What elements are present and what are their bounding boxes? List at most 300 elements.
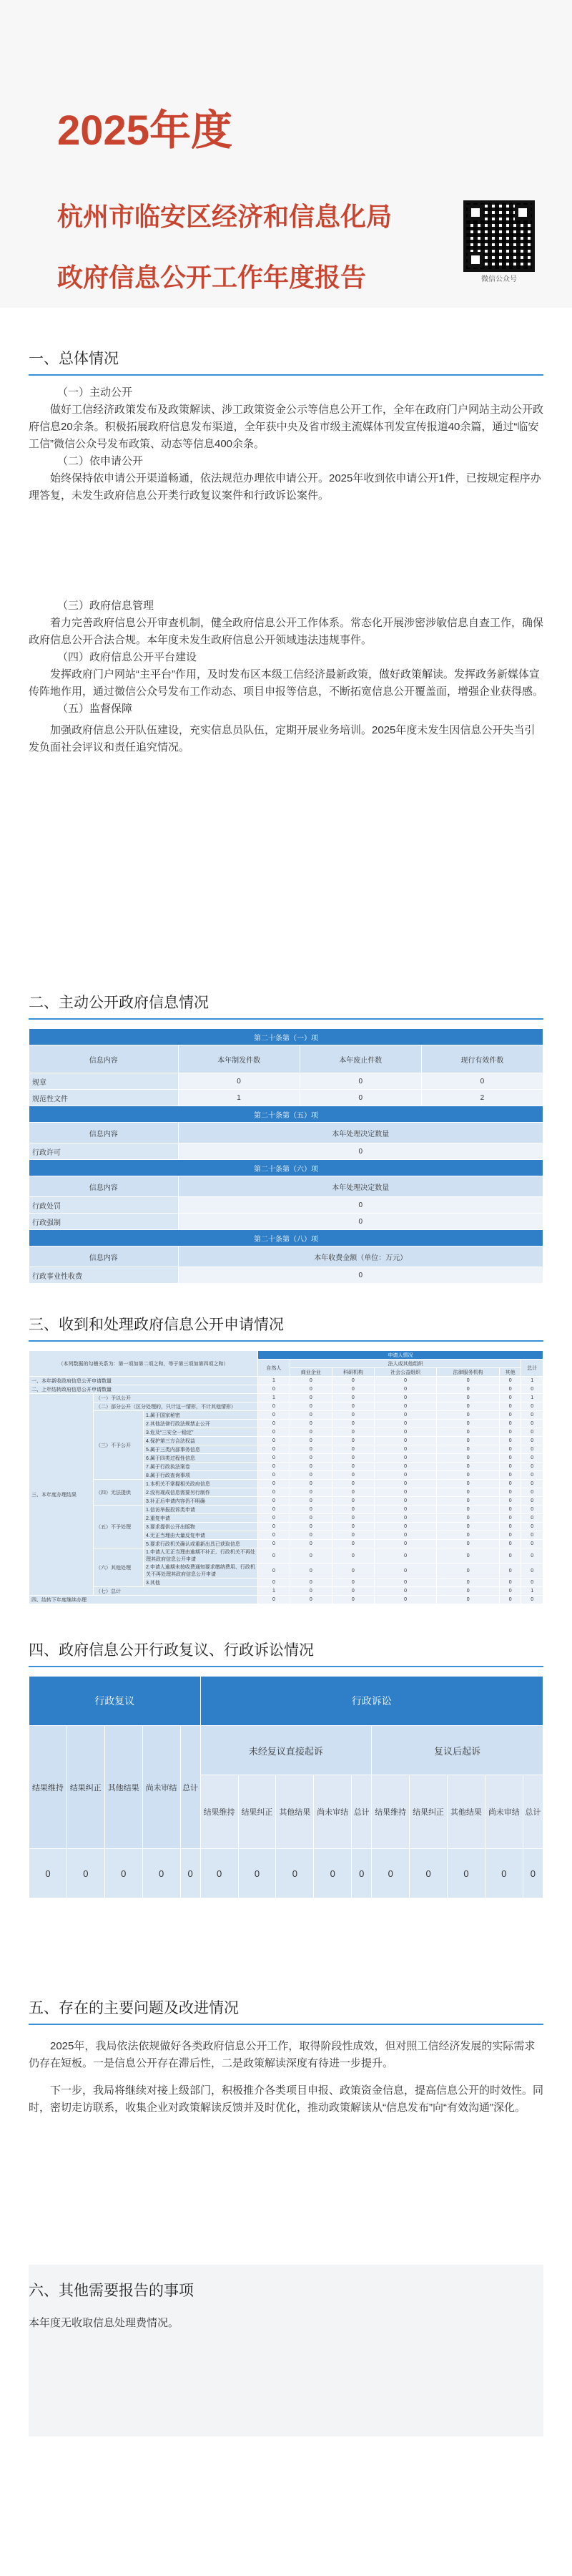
table-header: 结果维持 [29, 1726, 67, 1849]
table-cell: 0 [258, 1454, 290, 1463]
table-cell: 0 [332, 1420, 374, 1428]
paragraph: 做好工信经济政策发布及政策解读、涉工政策资金公示等信息公开工作，全年在政府门户网站主动公开政府信息20余条。积极拓展政府信息发布渠道，全年获中央及省市级主流媒体刊发宣传报道40余篇，通过“临安工信”微信公众号发布政策、动态等信息400余条。 [29, 404, 544, 450]
table-cell: 0 [290, 1596, 332, 1604]
table-cell: 0 [499, 1579, 521, 1587]
table-cell: 0 [437, 1471, 500, 1480]
paragraph: 下一步，我局将继续对接上级部门，积极推介各类项目申报、政策资金信息，提高信息公开的时效性。同时，密切走访联系，收集企业对政策解读反馈并及时优化，推动政策解读从“信息发布”向“有效沟通”深化。 [29, 2084, 544, 2114]
table-cell: 0 [332, 1531, 374, 1540]
table-cell: 0 [521, 1523, 543, 1531]
table-cell: 0 [258, 1437, 290, 1445]
table-cell: 0 [332, 1540, 374, 1548]
section-other-matters [29, 2265, 543, 2436]
table-cell: 0 [332, 1402, 374, 1411]
table-cell: 0 [499, 1506, 521, 1514]
table-cell: 0 [521, 1506, 543, 1514]
table-cell: 4.无正当理由大量反复申请 [144, 1531, 258, 1540]
table-cell: 0 [499, 1411, 521, 1420]
table-header: 信息内容 [29, 1045, 179, 1073]
paragraph: 发挥政府门户网站“主平台”作用，及时发布区本级工信经济最新政策，做好政策解读。发挥政务新媒体宣传阵地作用，通过微信公众号发布工作动态、项目申报等信息，不断拓宽信息公开覆盖面，增强企业获得感。 [29, 668, 544, 698]
table-cell: 0 [521, 1531, 543, 1540]
proactive-table [29, 1028, 543, 1284]
table-cell: 0 [258, 1411, 290, 1420]
table-cell: 3.其他 [144, 1579, 258, 1587]
table-cell: 0 [448, 1849, 485, 1898]
table-header: 商业企业 [290, 1368, 332, 1377]
table-cell: 0 [258, 1402, 290, 1411]
table-cell: 0 [258, 1471, 290, 1480]
table-cell: 0 [332, 1437, 374, 1445]
sub-heading: （二）依申请公开 [57, 455, 144, 467]
table-cell: 3.补正后申请内容仍不明确 [144, 1497, 258, 1506]
table-cell: （一）予以公开 [94, 1394, 258, 1402]
table-cell: 0 [437, 1488, 500, 1497]
table-row-label: 行政许可 [29, 1143, 179, 1160]
table-cell: 0 [332, 1587, 374, 1596]
table-cell: 0 [258, 1420, 290, 1428]
table-cell: 0 [374, 1402, 437, 1411]
table-cell: 0 [499, 1548, 521, 1563]
table-bar: 第二十条第（八）项 [29, 1230, 543, 1246]
table-cell: 0 [499, 1385, 521, 1394]
table-cell: （七）总计 [94, 1587, 258, 1596]
table-cell: 0 [499, 1596, 521, 1604]
table-cell: 0 [332, 1579, 374, 1587]
table-header: 尚未审结 [485, 1775, 523, 1849]
table-cell: 1.本机关不掌握相关政府信息 [144, 1480, 258, 1488]
table-cell: 0 [142, 1849, 180, 1898]
table-cell: 0 [521, 1488, 543, 1497]
table-cell: 0 [521, 1445, 543, 1454]
table-cell: 7.属于行政执法案卷 [144, 1463, 258, 1471]
table-cell: 0 [352, 1849, 372, 1898]
table-cell: 0 [290, 1463, 332, 1471]
table-cell: 0 [499, 1454, 521, 1463]
organization-name: 杭州市临安区经济和信息化局 [57, 202, 393, 231]
table-cell: 0 [437, 1579, 500, 1587]
table-cell: 0 [374, 1488, 437, 1497]
table-header: 申请人情况 [258, 1351, 543, 1360]
table-header: 社会公益组织 [374, 1368, 437, 1377]
table-cell: 0 [290, 1548, 332, 1563]
table-cell: 0 [178, 1214, 543, 1230]
table-cell: 0 [374, 1437, 437, 1445]
table-cell: 0 [499, 1480, 521, 1488]
table-cell: 1 [521, 1587, 543, 1596]
table-cell: 0 [258, 1488, 290, 1497]
table-cell: 0 [258, 1563, 290, 1579]
table-cell: 0 [499, 1463, 521, 1471]
table-cell: 1 [521, 1377, 543, 1385]
table-cell: 0 [332, 1523, 374, 1531]
section-applications [29, 1313, 543, 1604]
table-cell: 0 [290, 1480, 332, 1488]
table-cell: 0 [437, 1428, 500, 1437]
section-heading: 三、收到和处理政府信息公开申请情况 [29, 1313, 543, 1342]
table-cell: 0 [178, 1197, 543, 1214]
table-cell: 0 [66, 1849, 104, 1898]
table-row-label: 行政强制 [29, 1214, 179, 1230]
table-header: 本年废止件数 [300, 1045, 421, 1073]
table-cell: 0 [499, 1531, 521, 1540]
table-cell: 0 [178, 1073, 300, 1090]
table-cell: 0 [374, 1385, 437, 1394]
table-header: 法人或其他组织 [290, 1360, 521, 1368]
table-cell: 0 [332, 1563, 374, 1579]
section-heading: 一、总体情况 [29, 347, 543, 376]
table-cell: 0 [332, 1463, 374, 1471]
table-cell: 0 [258, 1480, 290, 1488]
table-cell: 0 [178, 1267, 543, 1284]
table-cell: 0 [332, 1454, 374, 1463]
table-cell: 2.其他法律行政法规禁止公开 [144, 1420, 258, 1428]
table-cell: 0 [374, 1428, 437, 1437]
table-cell: 1.属于国家秘密 [144, 1411, 258, 1420]
table-cell: 1 [521, 1394, 543, 1402]
table-cell: 0 [200, 1849, 238, 1898]
sub-heading: （四）政府信息公开平台建设 [57, 651, 197, 663]
review-litigation-table [29, 1676, 543, 1898]
table-cell: 0 [290, 1445, 332, 1454]
table-cell: 0 [437, 1437, 500, 1445]
table-cell: 5.属于三类内部事务信息 [144, 1445, 258, 1454]
table-cell: 2 [421, 1090, 543, 1106]
table-cell: 0 [421, 1073, 543, 1090]
table-cell: 0 [521, 1579, 543, 1587]
table-cell: 0 [437, 1587, 500, 1596]
table-cell: 0 [437, 1531, 500, 1540]
table-header: 结果维持 [372, 1775, 410, 1849]
table-header: 总计 [352, 1775, 372, 1849]
paragraph: 始终保持依申请公开渠道畅通，依法规范办理依申请公开。2025年收到依申请公开1件，已按规定程序办理答复，未发生政府信息公开类行政复议案件和行政诉讼案件。 [29, 472, 541, 502]
table-cell: 0 [258, 1548, 290, 1563]
table-corner: （本列数据的勾稽关系为：第一项加第二项之和，等于第三项加第四项之和） [29, 1351, 258, 1377]
table-cell: 8.属于行政查询事项 [144, 1471, 258, 1480]
table-cell: 0 [290, 1506, 332, 1514]
table-cell: 0 [374, 1454, 437, 1463]
table-cell: 0 [374, 1445, 437, 1454]
table-cell: 0 [332, 1445, 374, 1454]
report-year: 2025年度 [57, 107, 233, 154]
table-cell: 0 [499, 1471, 521, 1480]
table-cell: 0 [29, 1849, 67, 1898]
table-cell: 2.申请人逾期未按收费通知要求缴纳费用、行政机关不再处理其政府信息公开申请 [144, 1563, 258, 1579]
table-header: 未经复议直接起诉 [200, 1726, 372, 1775]
table-cell: 0 [374, 1497, 437, 1506]
table-cell: 0 [499, 1428, 521, 1437]
table-cell: 0 [332, 1385, 374, 1394]
table-header: 本年制发件数 [178, 1045, 300, 1073]
table-header: 其他 [499, 1368, 521, 1377]
table-cell: 一、本年新收政府信息公开申请数量 [29, 1377, 258, 1385]
table-cell: 0 [374, 1394, 437, 1402]
table-cell: 1.申请人无正当理由逾期不补正、行政机关不再处理其政府信息公开申请 [144, 1548, 258, 1563]
table-cell: 0 [374, 1506, 437, 1514]
table-cell: 0 [437, 1480, 500, 1488]
table-cell: 1 [258, 1394, 290, 1402]
table-cell: 0 [499, 1445, 521, 1454]
table-cell: 0 [332, 1377, 374, 1385]
table-cell: 0 [374, 1587, 437, 1596]
sub-heading: （一）主动公开 [57, 386, 133, 399]
table-cell: 0 [499, 1488, 521, 1497]
table-cell: 0 [374, 1377, 437, 1385]
table-cell: 0 [290, 1531, 332, 1540]
table-cell: 0 [499, 1563, 521, 1579]
table-cell: 0 [374, 1596, 437, 1604]
table-cell: 0 [290, 1385, 332, 1394]
paragraph: 着力完善政府信息公开审查机制，健全政府信息公开工作体系。常态化开展涉密涉敏信息自查工作，确保政府信息公开合法合规。本年度未发生政府信息公开领域违法违规事件。 [29, 617, 544, 646]
table-header: 现行有效件数 [421, 1045, 543, 1073]
table-cell: 0 [332, 1428, 374, 1437]
table-cell: 0 [521, 1402, 543, 1411]
table-cell: 0 [437, 1506, 500, 1514]
table-cell: 0 [374, 1531, 437, 1540]
table-cell: 3.要求提供公开出版物 [144, 1523, 258, 1531]
table-cell: 0 [437, 1445, 500, 1454]
table-cell: 1 [178, 1090, 300, 1106]
table-cell: 0 [374, 1540, 437, 1548]
report-header [0, 0, 572, 308]
table-cell: 0 [332, 1497, 374, 1506]
table-cell: 0 [258, 1531, 290, 1540]
table-cell: 0 [258, 1445, 290, 1454]
table-header: 信息内容 [29, 1123, 179, 1143]
table-cell: 0 [437, 1420, 500, 1428]
table-header: 总计 [521, 1360, 543, 1377]
section-heading: 五、存在的主要问题及改进情况 [29, 1996, 543, 2025]
table-cell: 4.保护第三方合法权益 [144, 1437, 258, 1445]
table-cell: 0 [314, 1849, 352, 1898]
table-cell: 0 [521, 1596, 543, 1604]
paragraph: 本年度无收取信息处理费情况。 [29, 2317, 179, 2329]
table-cell: 0 [437, 1411, 500, 1420]
table-cell: 0 [332, 1394, 374, 1402]
table-cell: 0 [258, 1523, 290, 1531]
table-cell: 0 [499, 1437, 521, 1445]
table-cell: 0 [521, 1463, 543, 1471]
table-cell: 0 [521, 1540, 543, 1548]
paragraph: 2025年，我局依法依规做好各类政府信息公开工作，取得阶段性成效，但对照工信经济发展的实际需求仍存在短板。一是信息公开存在滞后性，二是政策解读深度有待进一步提升。 [29, 2040, 536, 2069]
table-cell: 0 [374, 1523, 437, 1531]
table-cell: 6.属于四类过程性信息 [144, 1454, 258, 1463]
table-cell: 0 [499, 1377, 521, 1385]
table-cell: 0 [499, 1587, 521, 1596]
table-cell: 0 [374, 1548, 437, 1563]
table-header: 总计 [180, 1726, 200, 1849]
table-header: 结果纠正 [410, 1775, 448, 1849]
table-cell: 0 [374, 1579, 437, 1587]
table-cell: 2.没有现成信息需要另行制作 [144, 1488, 258, 1497]
table-cell: 0 [332, 1488, 374, 1497]
table-cell: 0 [290, 1420, 332, 1428]
table-cell: 0 [372, 1849, 410, 1898]
table-cell: 0 [290, 1488, 332, 1497]
section-problems [29, 1996, 543, 2117]
table-cell: 0 [374, 1463, 437, 1471]
table-cell: 0 [290, 1411, 332, 1420]
section-heading: 四、政府信息公开行政复议、行政诉讼情况 [29, 1639, 543, 1667]
table-cell: （四）无法提供 [94, 1480, 144, 1506]
table-cell: 0 [290, 1471, 332, 1480]
table-cell: 0 [290, 1514, 332, 1523]
table-cell: 0 [437, 1563, 500, 1579]
section-review-litigation [29, 1639, 543, 1898]
table-cell: 0 [437, 1523, 500, 1531]
table-cell: 0 [499, 1514, 521, 1523]
table-cell: 0 [258, 1579, 290, 1587]
table-cell: 0 [437, 1514, 500, 1523]
table-cell: 0 [290, 1563, 332, 1579]
table-cell: 0 [499, 1402, 521, 1411]
table-header: 法律服务机构 [437, 1368, 500, 1377]
table-cell: 0 [521, 1563, 543, 1579]
table-header: 其他结果 [448, 1775, 485, 1849]
table-cell: 0 [374, 1420, 437, 1428]
table-cell: 0 [300, 1073, 421, 1090]
table-cell: 0 [437, 1596, 500, 1604]
table-cell: 0 [521, 1454, 543, 1463]
table-header: 结果维持 [200, 1775, 238, 1849]
section-heading: 二、主动公开政府信息情况 [29, 991, 543, 1020]
table-cell: 0 [258, 1514, 290, 1523]
table-cell: 0 [258, 1385, 290, 1394]
table-row-label: 行政处罚 [29, 1197, 179, 1214]
table-header: 自然人 [258, 1360, 290, 1377]
table-header: 信息内容 [29, 1246, 179, 1267]
table-cell: 0 [332, 1480, 374, 1488]
table-cell: 0 [437, 1463, 500, 1471]
qr-code-icon [463, 200, 535, 272]
table-cell: 0 [499, 1523, 521, 1531]
table-cell: 1.信访举报投诉类申请 [144, 1506, 258, 1514]
table-cell: 5.要求行政机关确认或重新出具已获取信息 [144, 1540, 258, 1548]
report-title: 政府信息公开工作年度报告 [57, 263, 367, 292]
table-cell: 0 [437, 1497, 500, 1506]
table-cell: 0 [258, 1497, 290, 1506]
table-bar: 第二十条第（六）项 [29, 1160, 543, 1176]
qr-caption: 微信公众号 [481, 275, 517, 283]
table-cell: 0 [521, 1428, 543, 1437]
table-cell: 0 [332, 1548, 374, 1563]
table-cell: 1 [258, 1587, 290, 1596]
table-cell: 0 [332, 1411, 374, 1420]
table-cell: 0 [521, 1514, 543, 1523]
table-bar: 第二十条第（一）项 [29, 1029, 543, 1045]
table-cell: 0 [332, 1596, 374, 1604]
table-header: 结果纠正 [66, 1726, 104, 1849]
table-cell: 0 [290, 1523, 332, 1531]
table-cell: 0 [276, 1849, 314, 1898]
table-cell: 0 [290, 1579, 332, 1587]
table-cell: 0 [410, 1849, 448, 1898]
table-cell: 0 [499, 1497, 521, 1506]
table-cell: 0 [300, 1090, 421, 1106]
table-cell: 0 [437, 1454, 500, 1463]
table-cell: （二）部分公开（区分处理的，只计这一情形，不计其他情形） [94, 1402, 258, 1411]
table-cell: 0 [290, 1454, 332, 1463]
table-cell: 0 [437, 1402, 500, 1411]
table-cell: 0 [290, 1587, 332, 1596]
table-cell: 二、上年结转政府信息公开申请数量 [29, 1385, 258, 1394]
table-header: 行政复议 [29, 1677, 201, 1726]
table-cell: 0 [178, 1143, 543, 1160]
paragraph: 加强政府信息公开队伍建设，充实信息员队伍，定期开展业务培训。2025年度未发生因信息公开失当引发负面社会评议和责任追究情况。 [29, 724, 536, 753]
table-cell: 0 [374, 1563, 437, 1579]
table-cell: 0 [104, 1849, 142, 1898]
table-cell: 0 [437, 1540, 500, 1548]
table-cell: 0 [499, 1394, 521, 1402]
table-cell: 0 [521, 1411, 543, 1420]
table-cell: 0 [485, 1849, 523, 1898]
table-cell: 0 [521, 1471, 543, 1480]
table-cell: 0 [290, 1428, 332, 1437]
table-cell: 0 [437, 1548, 500, 1563]
table-cell: 0 [332, 1471, 374, 1480]
table-cell: 0 [499, 1540, 521, 1548]
table-cell: 0 [437, 1377, 500, 1385]
table-cell: （五）不予处理 [94, 1506, 144, 1548]
table-header: 总计 [523, 1775, 543, 1849]
applications-table [29, 1350, 543, 1604]
table-cell: 1 [258, 1377, 290, 1385]
table-header: 信息内容 [29, 1176, 179, 1197]
table-cell: 0 [521, 1385, 543, 1394]
table-cell: 0 [290, 1402, 332, 1411]
table-cell: 0 [521, 1480, 543, 1488]
table-header: 其他结果 [276, 1775, 314, 1849]
table-cell: 0 [258, 1596, 290, 1604]
table-cell: 0 [238, 1849, 276, 1898]
table-cell: （三）不予公开 [94, 1411, 144, 1480]
table-cell: 0 [290, 1540, 332, 1548]
table-header: 尚未审结 [142, 1726, 180, 1849]
table-cell: 0 [332, 1514, 374, 1523]
sub-heading: （五）监督保障 [57, 703, 133, 715]
table-cell: 0 [258, 1463, 290, 1471]
table-cell: 0 [437, 1394, 500, 1402]
table-header: 复议后起诉 [372, 1726, 543, 1775]
table-cell: 0 [521, 1420, 543, 1428]
table-cell: 0 [521, 1497, 543, 1506]
table-header: 其他结果 [104, 1726, 142, 1849]
table-cell: 0 [258, 1506, 290, 1514]
table-cell: 2.重复申请 [144, 1514, 258, 1523]
table-cell: 0 [521, 1437, 543, 1445]
section-overview [29, 347, 543, 756]
table-cell: 0 [374, 1514, 437, 1523]
table-cell: 0 [290, 1437, 332, 1445]
table-cell: 0 [499, 1420, 521, 1428]
sub-heading: （三）政府信息管理 [57, 600, 154, 612]
table-cell: （六）其他处理 [94, 1548, 144, 1587]
table-cell: 0 [180, 1849, 200, 1898]
table-cell: 0 [290, 1394, 332, 1402]
table-header: 结果纠正 [238, 1775, 276, 1849]
table-header: 行政诉讼 [200, 1677, 543, 1726]
table-cell: 0 [258, 1540, 290, 1548]
table-header: 本年收费金额（单位：万元） [178, 1246, 543, 1267]
table-header: 本年处理决定数量 [178, 1123, 543, 1143]
table-row-label: 规范性文件 [29, 1090, 179, 1106]
table-cell: 三、本年度办理结果 [29, 1394, 94, 1596]
table-cell: 0 [521, 1548, 543, 1563]
table-cell: 0 [374, 1471, 437, 1480]
table-cell: 3.危及“三安全一稳定” [144, 1428, 258, 1437]
table-header: 科研机构 [332, 1368, 374, 1377]
table-bar: 第二十条第（五）项 [29, 1106, 543, 1123]
table-row-label: 规章 [29, 1073, 179, 1090]
table-cell: 0 [523, 1849, 543, 1898]
